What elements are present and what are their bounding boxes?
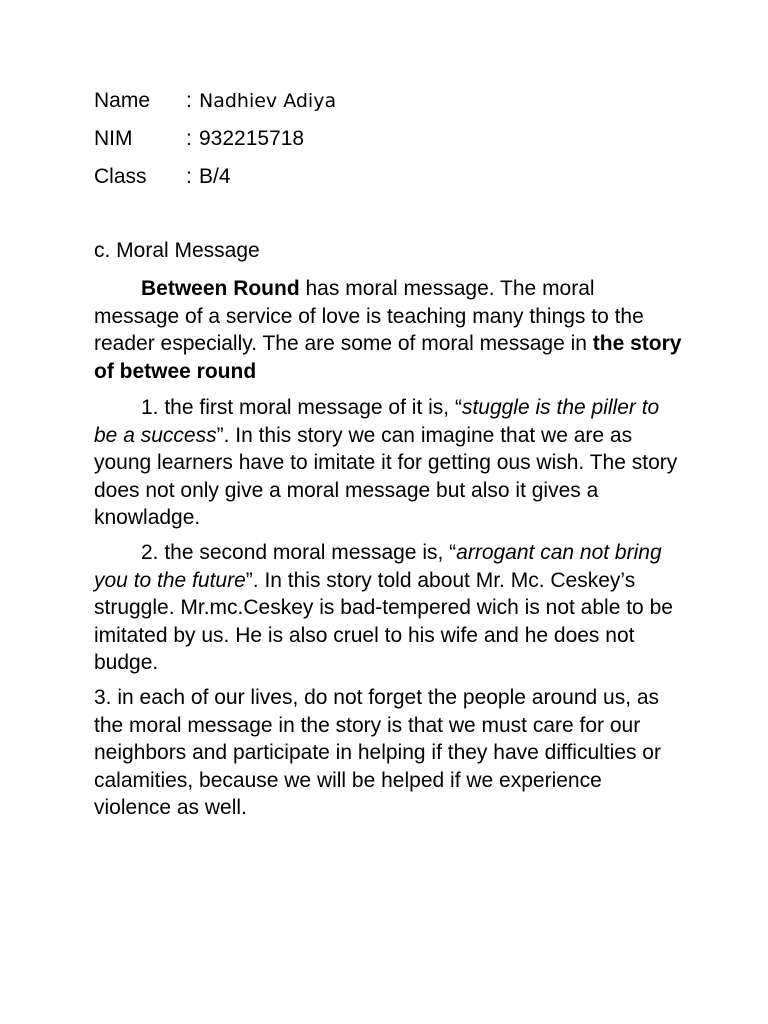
point-2-text: ”. In this story told about Mr. Mc. Ceskey’s struggle. Mr.mc.Ceskey is bad-tempered wich is not able to be imitated by us. He is also cruel to his wife and he does not budge. [94,568,673,674]
moral-point-2 [94,539,684,677]
nim-value: 932215718 [199,127,305,150]
point-1-text: ”. In this story we can imagine that we are as young learners have to imitate it for getting ous wish. The story does not only give a moral message but also it gives a knowladge. [94,423,678,529]
point-2-quote: arrogant can not bring you to the future [94,541,662,592]
story-reference: the story of betwee round [94,332,682,383]
nim-separator: : [186,127,192,150]
class-label: Class [94,165,147,188]
intro-text: has moral message. The moral message of a service of love is teaching many things to the reader especially. The are some of moral message in [94,277,644,355]
point-2-lead: 2. the second moral message is, “ [141,541,457,564]
class-separator: : [186,165,192,188]
intro-paragraph [94,275,684,385]
nim-label: NIM [94,127,133,150]
section-heading: c. Moral Message [94,239,260,262]
name-separator: : [186,89,192,112]
point-1-lead: 1. the first moral message of it is, “ [141,396,462,419]
story-title: Between Round [141,277,300,300]
name-value: Nadhiev Adiya [199,90,337,112]
point-1-quote: stuggle is the piller to be a success [94,396,660,447]
moral-point-3: 3. in each of our lives, do not forget the people around us, as the moral message in the story is that we must care for our neighbors and participate in helping if they have difficulties or calamities, because we will be helped if we experience violence as well. [94,686,661,819]
moral-point-1 [94,394,684,532]
name-label: Name [94,89,151,112]
class-value: B/4 [199,165,231,188]
